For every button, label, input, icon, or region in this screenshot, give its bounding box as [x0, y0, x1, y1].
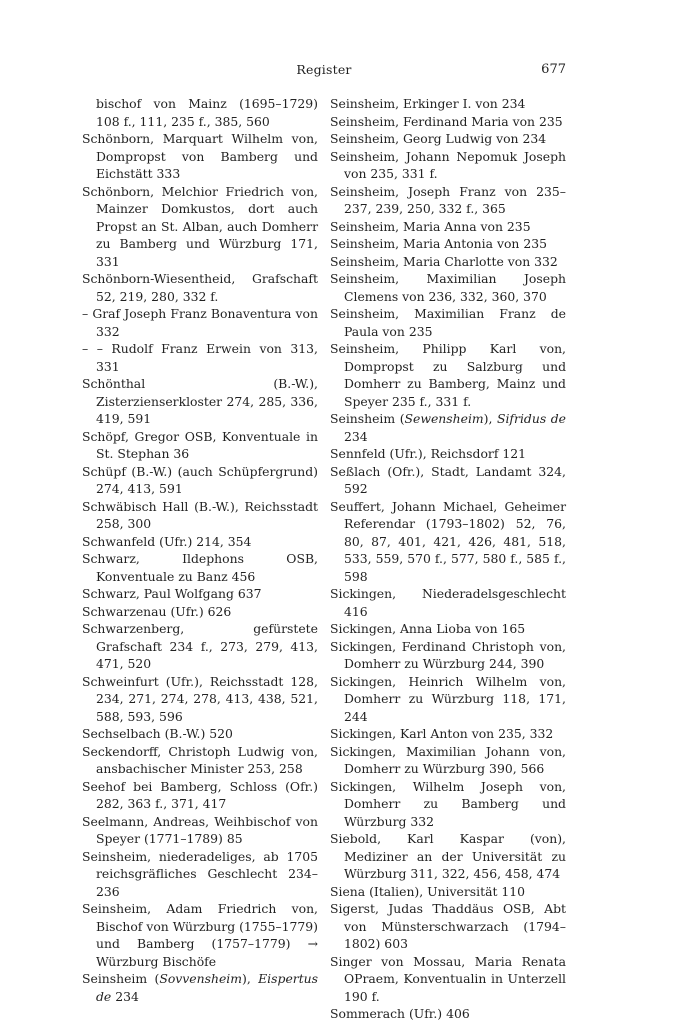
index-entry: Seinsheim, Johann Nepomuk Joseph von 235, 331 f.: [330, 148, 566, 181]
index-entry: Schwarzenau (Ufr.) 626: [82, 603, 232, 619]
index-entry: Seßlach (Ofr.), Stadt, Landamt 324, 592: [330, 463, 566, 496]
index-entry: Seinsheim, Ferdinand Maria von 235: [330, 113, 563, 129]
index-entry: Schönthal (B.-W.), Zisterzienserkloster 274, 285, 336, 419, 591: [82, 376, 318, 426]
index-entry: Sechselbach (B.-W.) 520: [82, 726, 233, 741]
index-entry: Seinsheim, Philipp Karl von, Dompropst zu Salzburg und Domherr zu Bamberg, Mainz und Speyer 235 f., 331 f.: [330, 341, 566, 409]
index-entry: Seinsheim, Maximilian Joseph Clemens von 236, 332, 360, 370: [330, 271, 566, 304]
index-entry: Schwarz, Paul Wolfgang 637: [82, 586, 262, 601]
index-entry: Schwanfeld (Ufr.) 214, 354: [82, 533, 252, 549]
index-entry: Seinsheim, Adam Friedrich von, Bischof von Würzburg (1755–1779) und Bamberg (1757–1779) → Würzburg Bischöfe: [82, 901, 319, 969]
index-entry: Schwarz, Ildephons OSB, Konventuale zu Banz 456: [82, 551, 318, 584]
index-entry: Sickingen, Ferdinand Christoph von, Domherr zu Würzburg 244, 390: [330, 638, 566, 671]
header-title: Register: [296, 62, 352, 77]
index-entry: Singer von Mossau, Maria Renata OPraem, Konventualin in Unterzell 190 f.: [330, 953, 566, 1004]
index-entry: Sickingen, Niederadelsgeschlecht 416: [330, 586, 566, 619]
index-entry: Seinsheim, niederadeliges, ab 1705 reichsgräfliches Geschlecht 234–236: [82, 848, 318, 899]
index-entry: Seinsheim, Maria Charlotte von 332: [330, 253, 558, 269]
index-entry: Sennfeld (Ufr.), Reichsdorf 121: [330, 446, 526, 461]
index-entry: bischof von Mainz (1695–1729) 108 f., 111, 235 f., 385, 560: [96, 96, 318, 129]
index-entry: – Graf Joseph Franz Bonaventura von 332: [82, 306, 318, 339]
index-column-left: [82, 95, 318, 1005]
index-entry: Schwäbisch Hall (B.-W.), Reichsstadt 258, 300: [82, 498, 318, 531]
index-entry: Siebold, Karl Kaspar (von), Mediziner an der Universität zu Würzburg 311, 322, 456, 458, 474: [330, 831, 566, 881]
index-entry: Schüpf (B.-W.) (auch Schüpfergrund) 274, 413, 591: [82, 463, 318, 496]
index-entry: Sommerach (Ufr.) 406: [330, 1006, 470, 1021]
index-entry: Seinsheim (Sovvensheim), Eispertus de 234: [82, 971, 319, 1004]
index-entry: Seinsheim, Joseph Franz von 235–237, 239, 250, 332 f., 365: [330, 183, 566, 216]
index-entry: Sickingen, Heinrich Wilhelm von, Domherr zu Würzburg 118, 171, 244: [330, 673, 566, 724]
index-entry: Sickingen, Wilhelm Joseph von, Domherr zu Bamberg und Würzburg 332: [330, 778, 566, 829]
index-entry: Seckendorff, Christoph Ludwig von, ansbachischer Minister 253, 258: [82, 743, 318, 776]
index-entry: Seinsheim, Maria Antonia von 235: [330, 236, 547, 251]
index-entry: Seuffert, Johann Michael, Geheimer Referendar (1793–1802) 52, 76, 80, 87, 401, 421, 426, 481, 518, 533, 559, 570 f., 577, 580 f., 585 f., 598: [330, 498, 566, 584]
index-entry: Sigerst, Judas Thaddäus OSB, Abt von Münsterschwarzach (1794–1802) 603: [330, 901, 566, 951]
index-entry: Seinsheim (Sewensheim), Sifridus de 234: [330, 411, 566, 444]
index-entry: Schönborn-Wiesentheid, Grafschaft 52, 219, 280, 332 f.: [82, 271, 318, 304]
running-header: [82, 62, 566, 80]
index-entry: Schwarzenberg, gefürstete Grafschaft 234 f., 273, 279, 413, 471, 520: [82, 621, 318, 671]
index-entry: Siena (Italien), Universität 110: [330, 883, 526, 899]
index-entry: Seelmann, Andreas, Weihbischof von Speyer (1771–1789) 85: [82, 813, 318, 846]
index-entry: Schweinfurt (Ufr.), Reichsstadt 128, 234, 271, 274, 278, 413, 438, 521, 588, 593, 596: [82, 673, 318, 724]
index-entry: Schönborn, Melchior Friedrich von, Mainzer Domkustos, dort auch Propst an St. Alban, auch Domherr zu Bamberg und Würzburg 171, 331: [82, 183, 318, 269]
index-entry: Seinsheim, Georg Ludwig von 234: [330, 131, 547, 146]
index-entry: Schöpf, Gregor OSB, Konventuale in St. Stephan 36: [82, 428, 318, 461]
index-column-right: [330, 95, 566, 1023]
page-number: 677: [541, 62, 566, 77]
index-entry: Seehof bei Bamberg, Schloss (Ofr.) 282, 363 f., 371, 417: [82, 778, 318, 811]
index-entry: – – Rudolf Franz Erwein von 313, 331: [82, 341, 318, 374]
index-entry: Sickingen, Anna Lioba von 165: [330, 621, 526, 636]
index-entry: Seinsheim, Erkinger I. von 234: [330, 96, 526, 111]
index-entry: Seinsheim, Maria Anna von 235: [330, 218, 531, 234]
index-entry: Seinsheim, Maximilian Franz de Paula von 235: [330, 306, 566, 339]
index-entry: Schönborn, Marquart Wilhelm von, Dompropst von Bamberg und Eichstätt 333: [82, 131, 318, 181]
index-entry: Sickingen, Maximilian Johann von, Domherr zu Würzburg 390, 566: [330, 743, 566, 776]
index-entry: Sickingen, Karl Anton von 235, 332: [330, 726, 554, 741]
